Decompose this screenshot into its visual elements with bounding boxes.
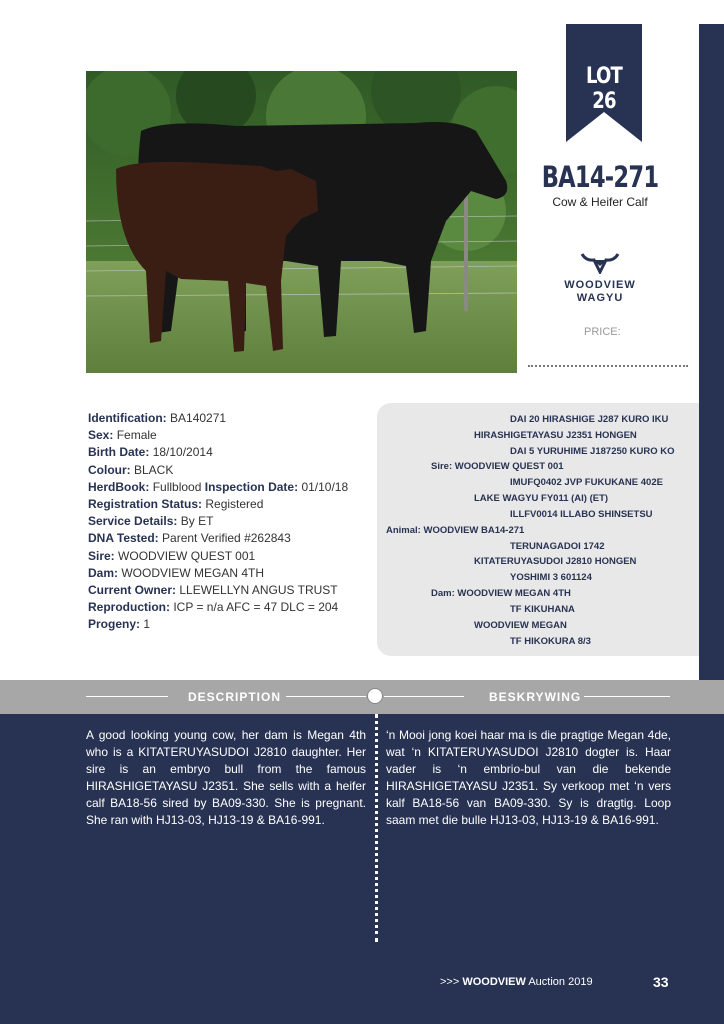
pedigree-dam-dam-dam: TF HIKOKURA 8/3	[510, 636, 591, 647]
pedigree-dam: Dam: WOODVIEW MEGAN 4TH	[431, 588, 571, 599]
detail-current-owner: Current Owner: LLEWELLYN ANGUS TRUST	[88, 582, 338, 597]
pedigree-dam-dam-sire: TF KIKUHANA	[510, 604, 575, 615]
brand-logo	[560, 252, 640, 305]
brand-horns-icon	[580, 252, 620, 274]
cattle-photo	[86, 71, 517, 373]
detail-progeny: Progeny: 1	[88, 617, 151, 632]
detail-sire: Sire: WOODVIEW QUEST 001	[88, 548, 256, 563]
pedigree-sire: Sire: WOODVIEW QUEST 001	[431, 461, 564, 472]
detail-identification: Identification: BA140271	[88, 411, 227, 425]
pedigree-dam-sire: KITATERUYASUDOI J2810 HONGEN	[474, 556, 637, 567]
brand-name-line1: WOODVIEW	[564, 279, 636, 291]
detail-service-details: Service Details: By ET	[88, 514, 214, 529]
pedigree-panel	[377, 403, 699, 656]
brand-name-line2: WAGYU	[576, 292, 624, 304]
page-number: 33	[653, 974, 669, 990]
detail-herdbook: HerdBook: Fullblood Inspection Date: 01/10/18	[88, 479, 349, 494]
animal-type: Cow & Heifer Calf	[552, 195, 648, 209]
description-title-af: BESKRYWING	[489, 690, 582, 704]
description-title-en: DESCRIPTION	[188, 690, 282, 704]
detail-reproduction: Reproduction: ICP = n/a AFC = 47 DLC = 204	[88, 600, 339, 615]
bar-line-mid-left	[286, 696, 366, 697]
pedigree-dam-sire-dam: YOSHIMI 3 601124	[510, 572, 592, 583]
detail-sex: Sex: Female	[88, 428, 157, 443]
detail-colour: Colour: BLACK	[88, 462, 174, 477]
pedigree-dam-dam: WOODVIEW MEGAN	[474, 620, 567, 631]
bar-line-right	[584, 696, 670, 697]
bar-line-mid-right	[384, 696, 464, 697]
pedigree-dam-sire-sire: TERUNAGADOI 1742	[510, 541, 605, 552]
pedigree-sire-sire-sire: DAI 20 HIRASHIGE J287 KURO IKU	[510, 414, 669, 425]
pedigree-sire-dam-dam: ILLFV0014 ILLABO SHINSETSU	[510, 509, 653, 520]
pedigree-sire-sire-dam: DAI 5 YURUHIME J187250 KURO KO	[510, 446, 675, 457]
pedigree-animal: Animal: WOODVIEW BA14-271	[386, 525, 525, 536]
description-text-af: ‘n Mooi jong koei haar ma is die pragtige Megan 4de, wat ‘n KITATERUYASUDOI J2810 dogter is. Haar vader is ‘n embrio-bul van die bekende HIRASHIGETAYASU J2351. Sy verkoop met ‘n vers kalf BA18-56 van BA09-330. Sy is dragtig. Loop saam met die bulle HJ13-03, HJ13-19 & BA16-991.	[386, 728, 671, 827]
pedigree-sire-dam-sire: IMUFQ0402 JVP FUKUKANE 402E	[510, 477, 663, 488]
detail-dna-tested: DNA Tested: Parent Verified #262843	[88, 531, 291, 546]
column-divider	[375, 714, 378, 942]
detail-dam: Dam: WOODVIEW MEGAN 4TH	[88, 565, 265, 580]
bar-line-left	[86, 696, 168, 697]
pedigree-sire-dam: LAKE WAGYU FY011 (AI) (ET)	[474, 493, 609, 504]
top-band	[0, 0, 724, 24]
lot-number: LOT 26	[585, 64, 623, 114]
right-accent-strip	[699, 24, 724, 680]
detail-registration-status: Registration Status: Registered	[88, 496, 264, 511]
footer-caption: >>> WOODVIEW Auction 2019	[440, 976, 593, 988]
animal-details	[88, 410, 388, 633]
detail-birth-date: Birth Date: 18/10/2014	[88, 445, 213, 460]
pedigree-sire-sire: HIRASHIGETAYASU J2351 HONGEN	[474, 430, 637, 441]
price-dotted-line	[528, 365, 688, 367]
bar-center-circle	[367, 688, 383, 704]
description-text-en: A good looking young cow, her dam is Megan 4th who is a KITATERUYASUDOI J2810 daughter. Her sire is an embryo bull from the famous HIRASHIGETAYASU J2351. She sells with a heifer calf BA18-56 sired by BA09-330. She is pregnant. She ran with HJ13-03, HJ13-19 & BA16-991.	[86, 728, 366, 827]
price-label: PRICE:	[584, 326, 621, 338]
animal-id-title: BA14-271	[541, 160, 659, 194]
description-bar	[0, 680, 724, 714]
